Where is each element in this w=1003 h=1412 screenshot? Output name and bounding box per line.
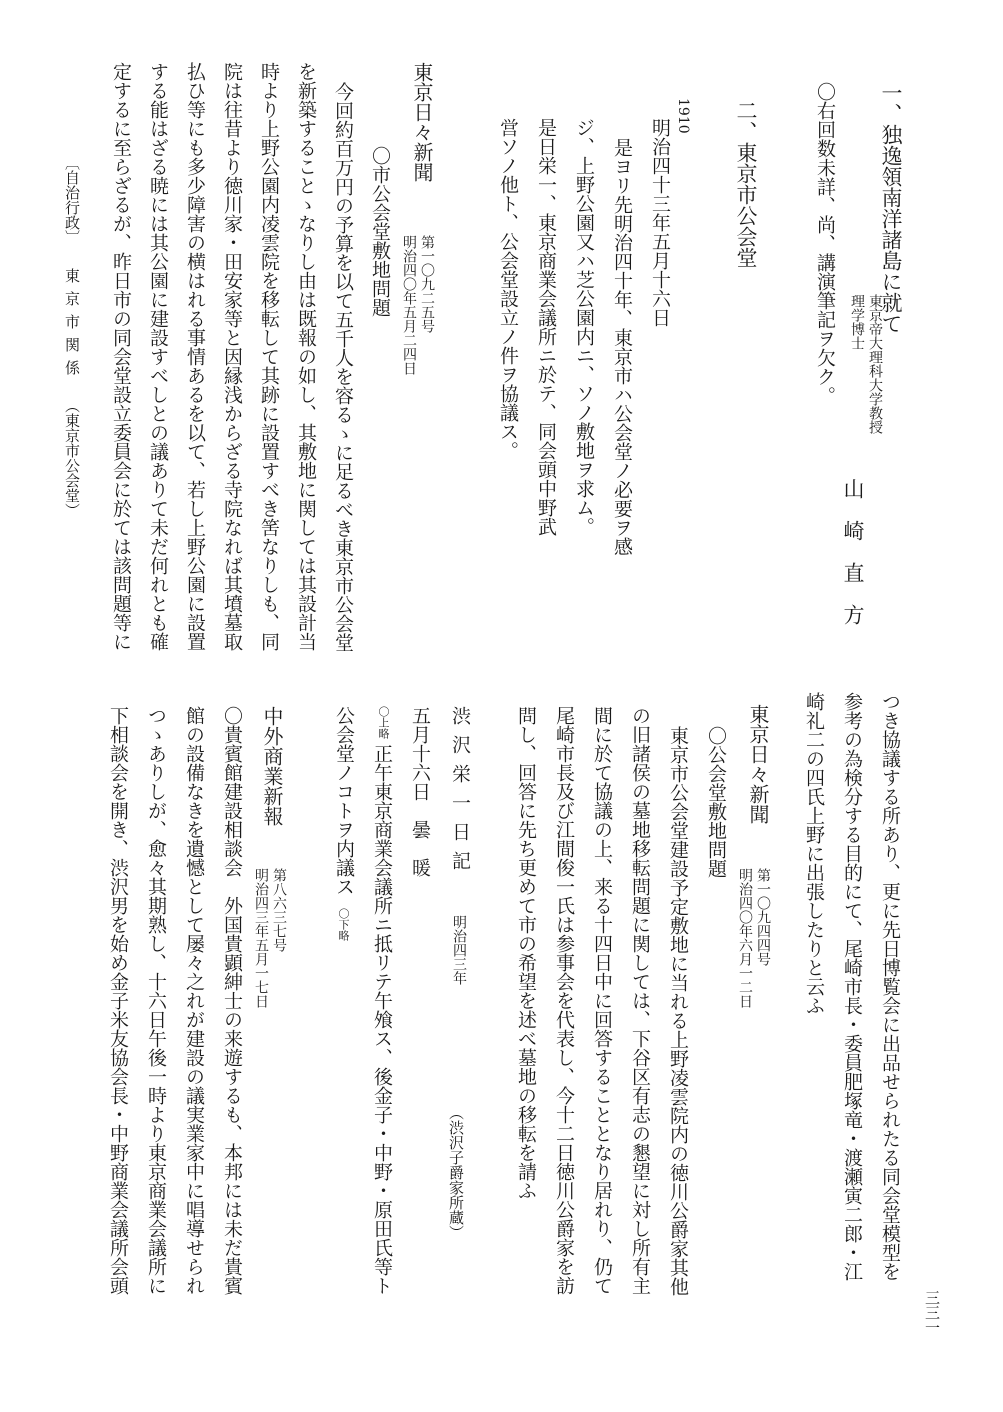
- page-number: 三三一: [923, 1290, 941, 1335]
- paper3-line-4: 下相談会を開き、渋沢男を始め金子米友協会長・中野商業会議所会頭: [107, 706, 129, 1295]
- paper1-date: 明治四〇年五月二四日: [401, 235, 417, 375]
- paper1-issue: 第一〇九二五号: [419, 235, 435, 333]
- diary-title: 渋沢栄一日記: [449, 706, 471, 880]
- paper2-issue: 第一〇九四四号: [755, 868, 771, 966]
- item2-title: 二、東京市公会堂: [734, 100, 758, 268]
- paper1-line-2: を新築することゝなりし由は既報の如し、其敷地に関しては其設計当: [295, 62, 317, 651]
- paper3-line-2: 館の設備なきを遺憾として屡々之れが建設の議実業家中に唱導せられ: [183, 706, 205, 1295]
- paper2-line-1: 東京市公会堂建設予定敷地に当れる上野凌雲院内の徳川公爵家其他: [667, 726, 689, 1296]
- paper3-line-1: 〇貴賓館建設相談会 外国貴顕紳士の来遊するも、本邦には未だ貴賓: [221, 706, 243, 1295]
- paper1-headline: 〇市公会堂敷地問題: [369, 146, 391, 317]
- diary-date: 五月十六日 曇 暖: [409, 706, 431, 877]
- body-line-4: 営ソノ他ト、公会堂設立ノ件ヲ協議ス。: [497, 118, 519, 460]
- cont-line-2: 参考の為検分する目的にて、尾崎市長・委員肥塚竜・渡瀬寅二郎・江: [841, 692, 863, 1281]
- item1-note: 〇右回数未詳、尚、講演筆記ヲ欠ク。: [814, 82, 836, 405]
- diary-line1-prefix: 〇上略: [377, 706, 390, 739]
- year-western: 1910: [675, 98, 691, 134]
- speaker-name: 山 崎 直 方: [841, 478, 865, 625]
- cont-line-1: つき協議する所あり、更に先日博覧会に出品せられたる同会堂模型を: [879, 692, 901, 1281]
- speaker-affiliation-1: 東京帝大理科大学教授: [867, 294, 883, 434]
- paper3-issue: 第八六三七号: [271, 868, 287, 952]
- body-line-1: 是ヨリ先明治四十年、東京市ハ公会堂ノ必要ヲ感: [611, 138, 633, 556]
- paper3-line-3: つゝありしが、愈々其期熟し、十六日午後一時より東京商業会議所に: [145, 706, 167, 1295]
- date-line: 明治四十三年五月十六日: [649, 118, 671, 327]
- cont-line-3: 崎礼二の四氏上野に出張したりと云ふ: [803, 692, 825, 1015]
- body-line-3: 是日栄一、東京商業会議所ニ於テ、同会頭中野武: [535, 118, 557, 536]
- paper1-line-4: 院は往昔より徳川家・田安家等と因縁浅からざる寺院なれば其墳墓取: [221, 62, 243, 651]
- paper1-line-7: 定するに至らざるが、昨日市の同会堂設立委員会に於ては該問題等に: [110, 62, 132, 651]
- footer-category: 〔自治行政〕: [63, 155, 81, 245]
- paper2-line-4: 尾崎市長及び江間俊一氏は参事会を代表し、今十二日徳川公爵家を訪: [553, 706, 575, 1295]
- paper3-date: 明治四三年五月一七日: [253, 868, 269, 1008]
- paper1-line-5: 払ひ等にも多少障害の横はれる事情あるを以て、若し上野公園に設置: [184, 62, 206, 651]
- paper2-line-5: 問し、回答に先ち更めて市の希望を述べ墓地の移転を請ふ: [515, 706, 537, 1200]
- diary-line2-suffix: 〇下略: [337, 908, 350, 941]
- paper2-name: 東京日々新聞: [746, 704, 770, 824]
- speaker-affiliation-2: 理学博士: [849, 294, 865, 350]
- paper1-name: 東京日々新聞: [410, 62, 434, 182]
- paper2-line-2: の旧諸侯の墓地移転問題に関しては、下谷区有志の懇望に対し所有主: [629, 706, 651, 1295]
- paper1-line-1: 今回約百万円の予算を以て五千人を容るゝに足るべき東京市公会堂: [332, 82, 354, 652]
- footer-section: 東京市関係: [63, 268, 81, 383]
- footer-subject: （東京市公会堂）: [63, 398, 81, 518]
- diary-source: （渋沢子爵家所蔵）: [447, 1105, 465, 1240]
- diary-line-2: 公会堂ノコトヲ内議ス: [333, 706, 355, 896]
- item1-title: 一、独逸領南洋諸島に就て: [879, 82, 903, 334]
- paper2-line-3: 間に於て協議の上、来る十四日中に回答することとなり居れり、仍て: [591, 706, 613, 1295]
- paper1-line-3: 時より上野公園内凌雲院を移転して其跡に設置すべき筈なりしも、同: [258, 62, 280, 651]
- paper2-date: 明治四〇年六月一二日: [737, 868, 753, 1008]
- paper3-name: 中外商業新報: [260, 706, 284, 826]
- diary-year: 明治四三年: [451, 915, 467, 985]
- paper1-line-6: する能はざる暁には其公園に建設すべしとの議ありて未だ何れとも確: [147, 62, 169, 651]
- body-line-2: ジ、上野公園又ハ芝公園内ニ、ソノ敷地ヲ求ム。: [573, 118, 595, 536]
- paper2-headline: 〇公会堂敷地問題: [705, 726, 727, 878]
- diary-line-1: 正午東京商業会議所ニ抵リテ午飧ス、後金子・中野・原田氏等ト: [371, 744, 393, 1295]
